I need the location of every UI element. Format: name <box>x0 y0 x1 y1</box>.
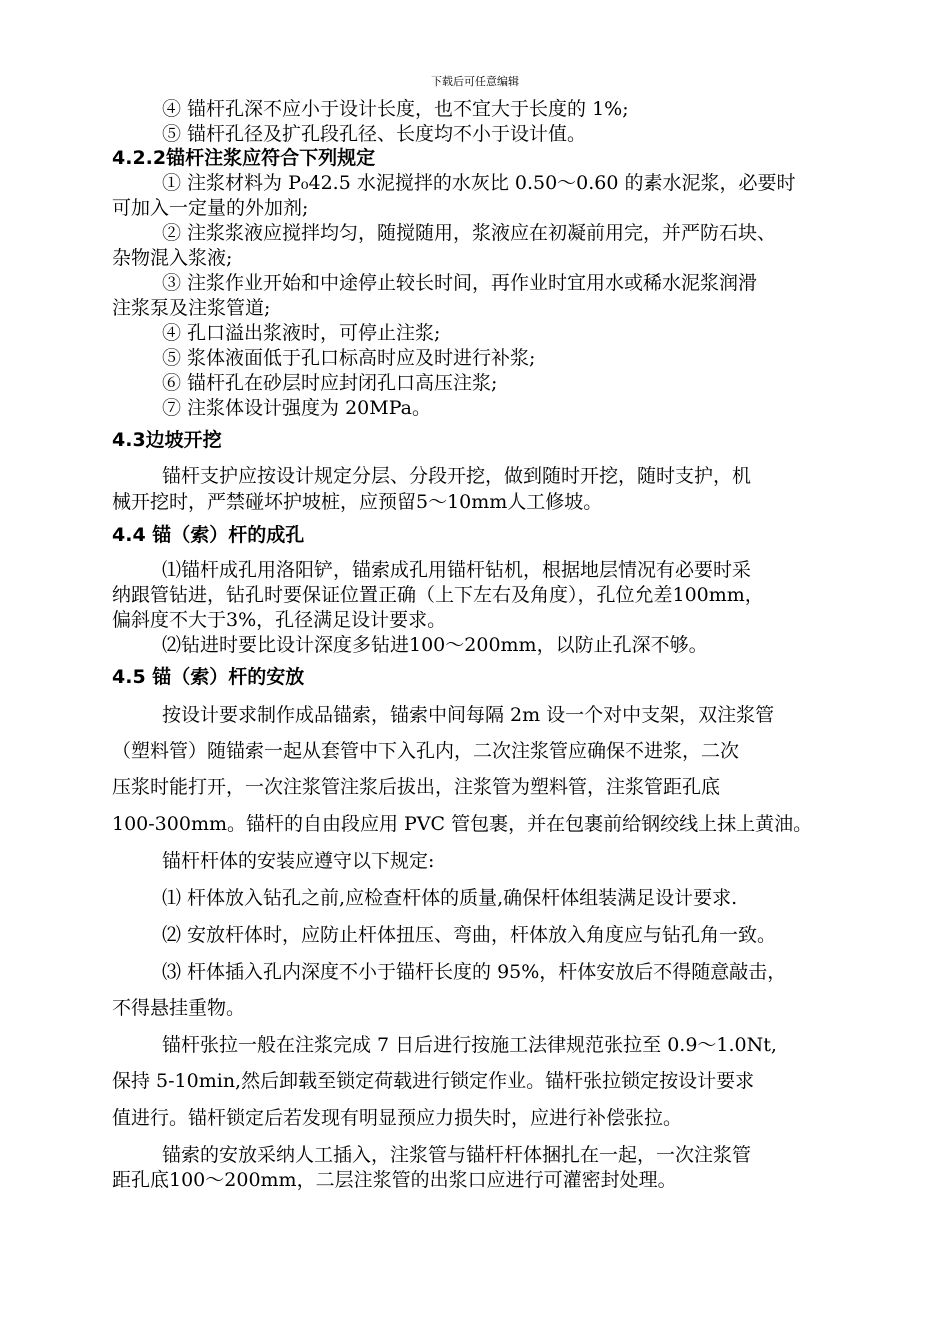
text-line: ② 注浆浆液应搅拌均匀，随搅随用，浆液应在初凝前用完，并严防石块、 <box>162 222 777 244</box>
text-line: ⑤ 浆体液面低于孔口标高时应及时进行补浆; <box>162 347 536 369</box>
section-heading: 4.2.2锚杆注浆应符合下列规定 <box>112 147 376 169</box>
text-line: （塑料管）随锚索一起从套管中下入孔内，二次注浆管应确保不进浆，二次 <box>112 740 740 762</box>
text-line: ④ 锚杆孔深不应小于设计长度，也不宜大于长度的 1%; <box>162 98 629 120</box>
text-line: 不得悬挂重物。 <box>112 997 246 1019</box>
text-line: 距孔底100～200mm，二层注浆管的出浆口应进行可灌密封处理。 <box>112 1169 677 1191</box>
text-line: 锚杆支护应按设计规定分层、分段开挖，做到随时开挖，随时支护，机 <box>162 465 752 487</box>
text-line: 杂物混入浆液; <box>112 247 233 269</box>
text-line: ⑦ 注浆体设计强度为 20MPa。 <box>162 397 431 419</box>
text-line: 偏斜度不大于3%，孔径满足设计要求。 <box>112 609 447 631</box>
text-line: ⑴锚杆成孔用洛阳铲，锚索成孔用锚杆钻机，根据地层情况有必要时采 <box>162 559 752 581</box>
text-line: 按设计要求制作成品锚索，锚索中间每隔 2m 设一个对中支架，双注浆管 <box>162 704 775 726</box>
text-line: 压浆时能打开，一次注浆管注浆后拔出，注浆管为塑料管，注浆管距孔底 <box>112 776 721 798</box>
text-line: 注浆泵及注浆管道; <box>112 297 271 319</box>
text-line: ⑥ 锚杆孔在砂层时应封闭孔口高压注浆; <box>162 372 498 394</box>
text-line: ⑶ 杆体插入孔内深度不小于锚杆长度的 95%，杆体安放后不得随意敲击， <box>162 961 787 983</box>
text-line: 纳跟管钻进，钻孔时要保证位置正确（上下左右及角度），孔位允差100mm， <box>112 584 764 606</box>
text-line: ⑴ 杆体放入钻孔之前,应检查杆体的质量,确保杆体组装满足设计要求. <box>162 887 738 909</box>
text-line: 可加入一定量的外加剂; <box>112 197 309 219</box>
text-line: ③ 注浆作业开始和中途停止较长时间，再作业时宜用水或稀水泥浆润滑 <box>162 272 758 294</box>
text-line: ⑵钻进时要比设计深度多钻进100～200mm，以防止孔深不够。 <box>162 634 708 656</box>
text-line: 100-300mm。锚杆的自由段应用 PVC 管包裹，并在包裹前给钢绞线上抹上黄油。 <box>112 813 813 835</box>
text-line: 锚索的安放采纳人工插入，注浆管与锚杆杆体捆扎在一起，一次注浆管 <box>162 1144 752 1166</box>
text-line: ④ 孔口溢出浆液时，可停止注浆; <box>162 322 441 344</box>
section-heading: 4.3边坡开挖 <box>112 429 222 451</box>
section-heading: 4.5 锚（索）杆的安放 <box>112 666 305 688</box>
text-line: ① 注浆材料为 P₀42.5 水泥搅拌的水灰比 0.50～0.60 的素水泥浆，必要时 <box>162 172 796 194</box>
text-line: 锚杆杆体的安装应遵守以下规定: <box>162 850 435 872</box>
text-line: ⑤ 锚杆孔径及扩孔段孔径、长度均不小于设计值。 <box>162 123 587 145</box>
text-line: ⑵ 安放杆体时，应防止杆体扭压、弯曲，杆体放入角度应与钻孔角一致。 <box>162 924 777 946</box>
header-watermark: 下载后可任意编辑 <box>431 75 519 88</box>
text-line: 械开挖时，严禁碰坏护坡桩，应预留5～10mm人工修坡。 <box>112 491 603 513</box>
text-line: 锚杆张拉一般在注浆完成 7 日后进行按施工法律规范张拉至 0.9～1.0Nt, <box>162 1034 777 1056</box>
text-line: 值进行。锚杆锁定后若发现有明显预应力损失时，应进行补偿张拉。 <box>112 1107 683 1129</box>
section-heading: 4.4 锚（索）杆的成孔 <box>112 524 305 546</box>
text-line: 保持 5-10min,然后卸载至锁定荷载进行锁定作业。锚杆张拉锁定按设计要求 <box>112 1070 755 1092</box>
